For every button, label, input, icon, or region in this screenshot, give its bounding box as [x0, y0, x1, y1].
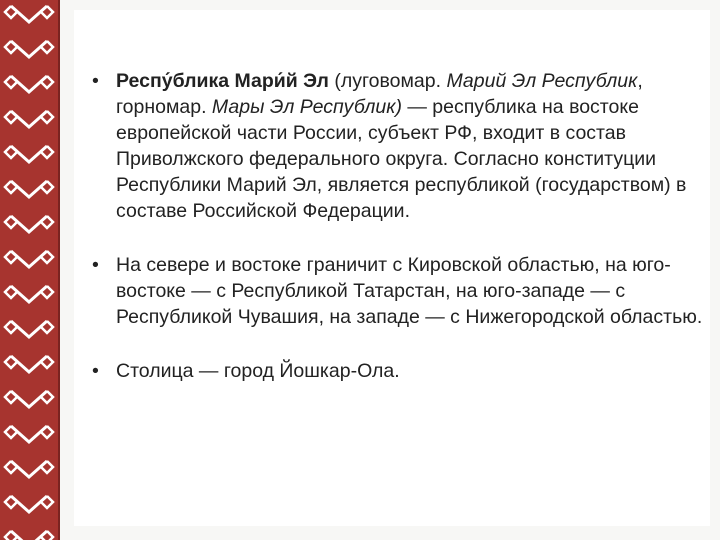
bullet-item-definition	[90, 68, 704, 224]
republic-name: Респу́блика Мари́й Эл	[116, 70, 329, 92]
capital-text: Столица — город Йошкар-Ола.	[116, 360, 400, 382]
meadow-mari-name: Марий Эл Республик	[446, 70, 638, 92]
ornament-motif	[5, 76, 53, 92]
ornament-motif	[5, 216, 53, 232]
ornament-motif	[5, 461, 53, 477]
bullet-dot: •	[92, 254, 99, 276]
text-segment: , горномар.	[116, 70, 643, 118]
text-segment: (луговомар.	[328, 70, 447, 92]
ornament-motif	[5, 111, 53, 127]
slide-content-card	[74, 10, 710, 526]
text-segment: — республика на востоке европейской части России, субъект РФ, входит в состав Приволжского федерального округа. Согласно конституции Республики Марий Эл, является республикой (государством) в составе Российской Федерации.	[116, 96, 687, 222]
bullet-dot: •	[92, 360, 99, 382]
ornament-motif	[5, 496, 53, 512]
ornament-motif	[5, 41, 53, 57]
bullet-dot: •	[92, 70, 99, 92]
bullet-item-capital	[90, 358, 704, 384]
ornament-motif	[5, 321, 53, 337]
bullet-item-borders	[90, 252, 704, 330]
greek-key-ornament-icon	[0, 0, 58, 540]
decorative-border	[0, 0, 58, 540]
ornament-motif	[5, 251, 53, 267]
slide-panel	[60, 0, 720, 540]
borders-text: На севере и востоке граничит с Кировской областью, на юго-востоке — с Республикой Татарстан, на юго-западе — с Республикой Чувашия, на западе — с Нижегородской областью.	[116, 254, 703, 328]
ornament-motif	[5, 146, 53, 162]
bullet-list	[90, 68, 704, 384]
ornament-motif	[5, 286, 53, 302]
ornament-motif	[5, 181, 53, 197]
ornament-motif	[5, 426, 53, 442]
hill-mari-name: Мары Эл Республик)	[211, 96, 402, 118]
ornament-motif	[5, 6, 53, 22]
ornament-motif	[5, 531, 53, 540]
ornament-motif	[5, 391, 53, 407]
ornament-motif	[5, 356, 53, 372]
